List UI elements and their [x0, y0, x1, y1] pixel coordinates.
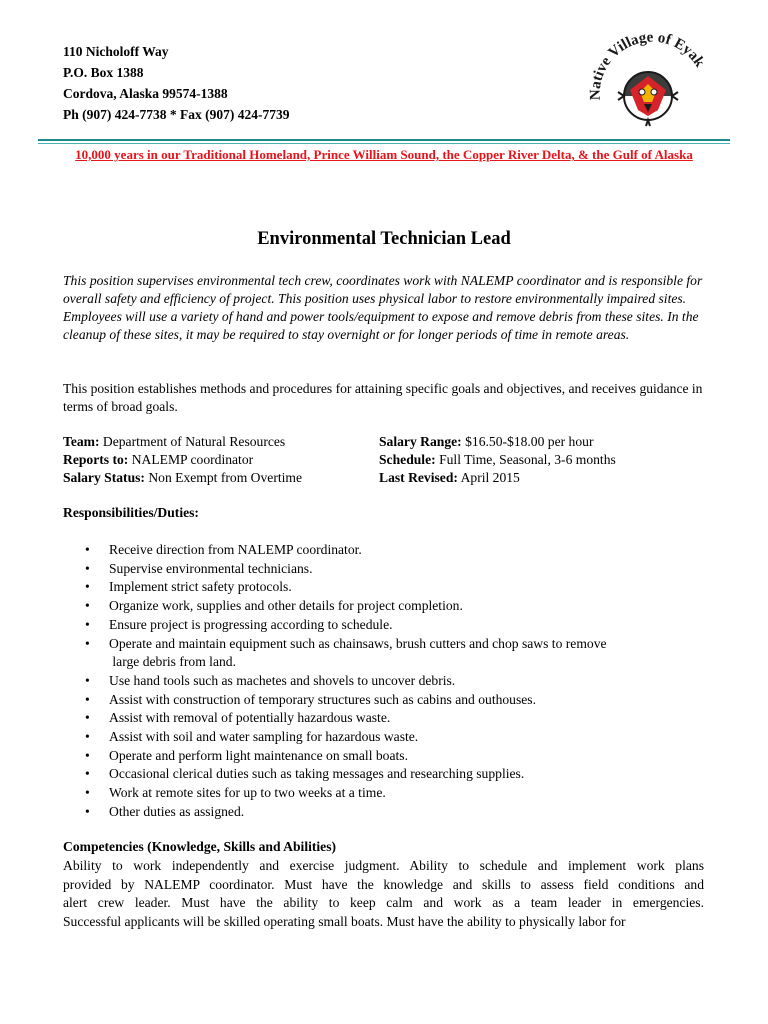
position-summary: This position supervises environmental tech crew, coordinates work with NALEMP coordinator and is responsible for overall safety and efficiency of project. This position uses physical labor to restore environmentally impaired sites. Employees will use a variety of hand and power tools/equipment to expose and remove debris from these sites. In the cleanup of these sites, it may be required to stay overnight or for longer periods of time in remote areas.: [63, 273, 703, 342]
info-salary-range: Salary Range: $16.50-$18.00 per hour: [379, 434, 594, 449]
job-title: Environmental Technician Lead: [257, 229, 511, 249]
list-item: • Operate and maintain equipment such as chainsaws, brush cutters and chop saws to remove: [63, 635, 703, 654]
competencies-heading: Competencies (Knowledge, Skills and Abilities): [63, 839, 337, 854]
job-info-left: [63, 433, 302, 487]
list-item: • Operate and perform light maintenance on small boats.: [63, 747, 703, 766]
info-team: Team: Department of Natural Resources: [63, 434, 286, 449]
bullet-icon: •: [85, 803, 90, 819]
logo-text: Native Village of Eyak: [587, 29, 708, 101]
bullet-icon: •: [85, 729, 90, 745]
address-street: 110 Nicholoff Way: [63, 44, 169, 59]
bullet-icon: •: [85, 560, 90, 576]
bullet-icon: •: [85, 766, 90, 782]
bullet-icon: •: [85, 691, 90, 707]
letterhead-rule-thin: [38, 143, 730, 144]
bullet-icon: •: [85, 598, 90, 614]
info-last-revised: Last Revised: April 2015: [379, 470, 520, 485]
list-item: • Organize work, supplies and other details for project completion.: [63, 597, 703, 616]
list-item: • Work at remote sites for up to two weeks at a time.: [63, 784, 703, 803]
bullet-icon: •: [85, 616, 90, 632]
list-item: • Assist with removal of potentially hazardous waste.: [63, 709, 703, 728]
duties-list: [63, 541, 703, 822]
info-schedule: Schedule: Full Time, Seasonal, 3-6 months: [379, 452, 616, 467]
list-item-continuation: large debris from land.: [109, 654, 236, 670]
bullet-icon: •: [85, 785, 90, 801]
address-po-box: P.O. Box 1388: [63, 65, 144, 80]
letterhead-rule: [38, 139, 730, 141]
bullet-icon: •: [85, 579, 90, 595]
native-village-of-eyak-logo: [578, 22, 718, 132]
list-item: • Assist with soil and water sampling for hazardous waste.: [63, 728, 703, 747]
list-item: • Assist with construction of temporary structures such as cabins and outhouses.: [63, 691, 703, 710]
competencies-text: [63, 857, 704, 932]
competencies-line: Successful applicants will be skilled operating small boats. Must have the ability to physically labor for: [63, 914, 626, 930]
competencies-line: alert crew leader. Must have the ability to keep calm and work as a team leader in emergencies.: [63, 895, 704, 911]
job-info-right: [379, 433, 616, 487]
info-salary-status: Salary Status: Non Exempt from Overtime: [63, 470, 303, 485]
letterhead-address: [63, 41, 289, 125]
list-item: • Ensure project is progressing according to schedule.: [63, 616, 703, 635]
responsibilities-heading: Responsibilities/Duties:: [63, 505, 199, 520]
address-city: Cordova, Alaska 99574-1388: [63, 86, 228, 101]
address-phone-fax: Ph (907) 424-7738 * Fax (907) 424-7739: [63, 107, 290, 122]
list-item: • Use hand tools such as machetes and shovels to uncover debris.: [63, 672, 703, 691]
bullet-icon: •: [85, 635, 90, 651]
bullet-icon: •: [85, 672, 90, 688]
tagline: 10,000 years in our Traditional Homeland, Prince William Sound, the Copper River Delta, & the Gulf of Alaska: [75, 147, 693, 162]
list-item: • Receive direction from NALEMP coordinator.: [63, 541, 703, 560]
competencies-line: provided by NALEMP coordinator. Must have the knowledge and skills to assess field conditions and: [63, 876, 704, 892]
position-methods-paragraph: This position establishes methods and procedures for attaining specific goals and objectives, and receives guidance in terms of broad goals.: [63, 381, 703, 414]
competencies-line: Ability to work independently and exercise judgment. Ability to schedule and implement work plans: [63, 858, 704, 873]
list-item: • Other duties as assigned.: [63, 803, 703, 822]
bullet-icon: •: [85, 542, 90, 557]
list-item: • Implement strict safety protocols.: [63, 578, 703, 597]
list-item: • Occasional clerical duties such as taking messages and researching supplies.: [63, 765, 703, 784]
list-item: • Supervise environmental technicians.: [63, 560, 703, 579]
bullet-icon: •: [85, 747, 90, 763]
info-reports-to: Reports to: NALEMP coordinator: [63, 452, 254, 467]
bullet-icon: •: [85, 710, 90, 726]
